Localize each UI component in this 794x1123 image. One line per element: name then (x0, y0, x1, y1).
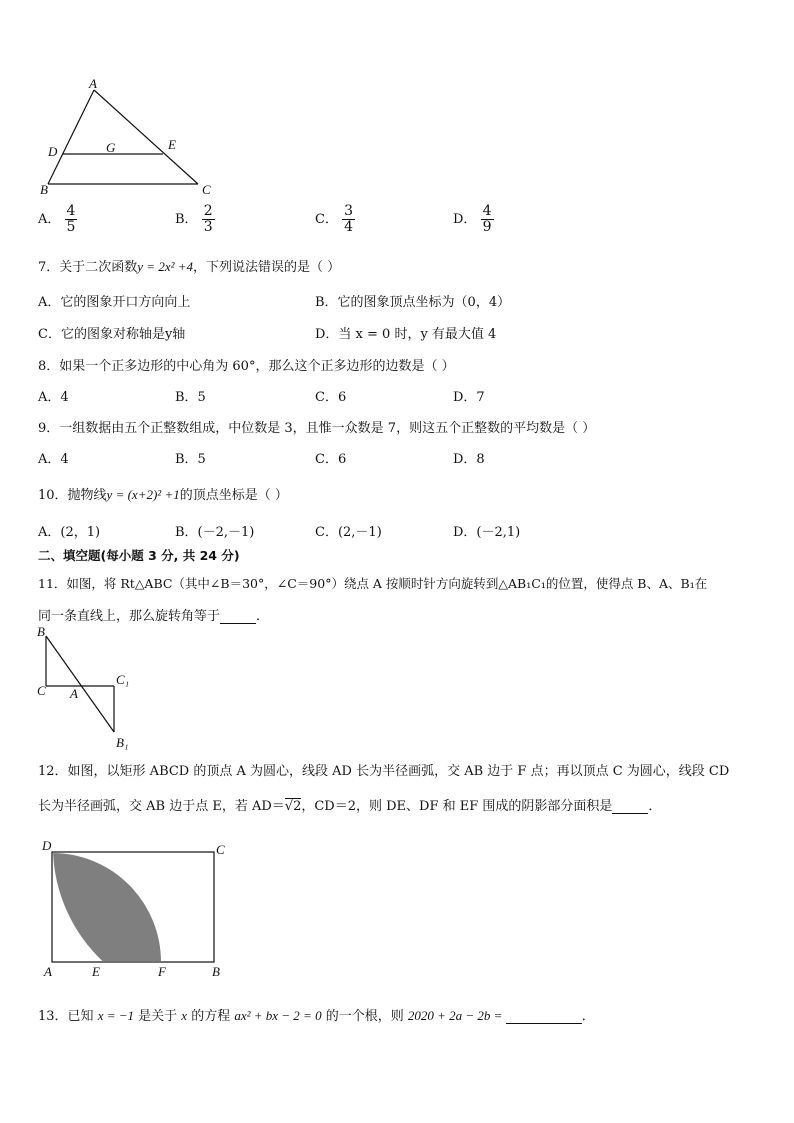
label-B: B (37, 624, 45, 639)
q8-option-c: C．6 (315, 390, 347, 405)
q10-option-c: C．(2,－1) (315, 525, 382, 540)
q11-line2: 同一条直线上，那么旋转角等于 ． (38, 609, 270, 624)
label-B: B (212, 964, 220, 979)
q6-option-b: B． $\frac{2}{3}$ (175, 203, 213, 235)
q7-stem: 7．关于二次函数y = 2x² +4，下列说法错误的是（ ） (38, 259, 341, 275)
label-A: A (89, 76, 97, 91)
q12-line1: 12．如图，以矩形 ABCD 的顶点 A 为圆心，线段 AD 长为半径画弧，交 AB 边于 F 点；再以顶点 C 为圆心，线段 CD (38, 764, 730, 779)
q10-option-a: A．(2，1) (38, 525, 101, 540)
label-A: A (44, 964, 52, 979)
q9-option-a: A．4 (38, 452, 69, 467)
fraction: $\frac{2}{3}$ (203, 203, 213, 235)
label-E: E (168, 137, 176, 152)
answer-blank[interactable] (220, 609, 256, 624)
rotation-figure-q11 (34, 624, 144, 754)
q6-option-d: D． $\frac{4}{9}$ (453, 203, 492, 235)
label-B1: B₁ (116, 735, 129, 750)
q7-option-d: D．当 x = 0 时，y 有最大值 4 (315, 327, 497, 342)
q10-option-b: B．(－2,－1) (175, 525, 255, 540)
label-A: A (70, 686, 78, 701)
q12-line2: 长为半径画弧，交 AB 边于点 E，若 AD＝√2，CD＝2，则 DE、DF 和 EF 围成的阴影部分面积是 ． (38, 799, 662, 814)
section-heading: 二、填空题(每小题 3 分, 共 24 分) (38, 548, 240, 563)
q7-option-a: A．它的图象开口方向向上 (38, 295, 191, 310)
q9-option-c: C．6 (315, 452, 347, 467)
label-G: G (106, 140, 116, 155)
rectangle-figure-q12 (36, 836, 236, 982)
q7-option-b: B．它的图象顶点坐标为（0，4） (315, 295, 511, 310)
label-E: E (92, 964, 100, 979)
label-D: D (48, 144, 58, 159)
q8-option-d: D．7 (453, 390, 485, 405)
q11-line1: 11．如图，将 Rt△ABC（其中∠B＝30°，∠C＝90°）绕点 A 按顺时针方向旋转到△AB₁C₁的位置，使得点 B、A、B₁在 (38, 576, 708, 591)
fraction: $\frac{4}{9}$ (482, 203, 492, 235)
q10-option-d: D．(－2,1) (453, 525, 521, 540)
q7-option-c: C．它的图象对称轴是y轴 (38, 327, 186, 342)
q8-stem: 8．如果一个正多边形的中心角为 60°，那么这个正多边形的边数是（ ） (38, 359, 455, 374)
label-C1: C₁ (116, 672, 130, 687)
q9-option-b: B．5 (175, 452, 206, 467)
fraction: $\frac{3}{4}$ (344, 203, 354, 235)
q8-option-a: A．4 (38, 390, 69, 405)
q13-stem: 13．已知 x = −1 是关于 x 的方程 ax² + bx − 2 = 0 的一个根，则 2020 + 2a − 2b = ． (38, 1008, 595, 1024)
label-D: D (42, 838, 52, 853)
label-C: C (216, 842, 225, 857)
label-C: C (37, 683, 46, 698)
label-C: C (202, 182, 211, 197)
q6-option-a: A． $\frac{4}{5}$ (38, 203, 76, 235)
answer-blank[interactable] (506, 1009, 582, 1024)
triangle-figure-q6 (36, 76, 226, 202)
answer-blank[interactable] (612, 799, 648, 814)
q6-option-c: C． $\frac{3}{4}$ (315, 203, 354, 235)
label-B: B (40, 182, 48, 197)
q9-option-d: D．8 (453, 452, 485, 467)
q8-option-b: B．5 (175, 390, 206, 405)
fraction: $\frac{4}{5}$ (66, 203, 76, 235)
q9-stem: 9．一组数据由五个正整数组成，中位数是 3，且惟一众数是 7，则这五个正整数的平均数是（ ） (38, 421, 596, 436)
label-F: F (158, 964, 166, 979)
q10-stem: 10．抛物线y = (x+2)² +1的顶点坐标是（ ） (38, 487, 288, 503)
